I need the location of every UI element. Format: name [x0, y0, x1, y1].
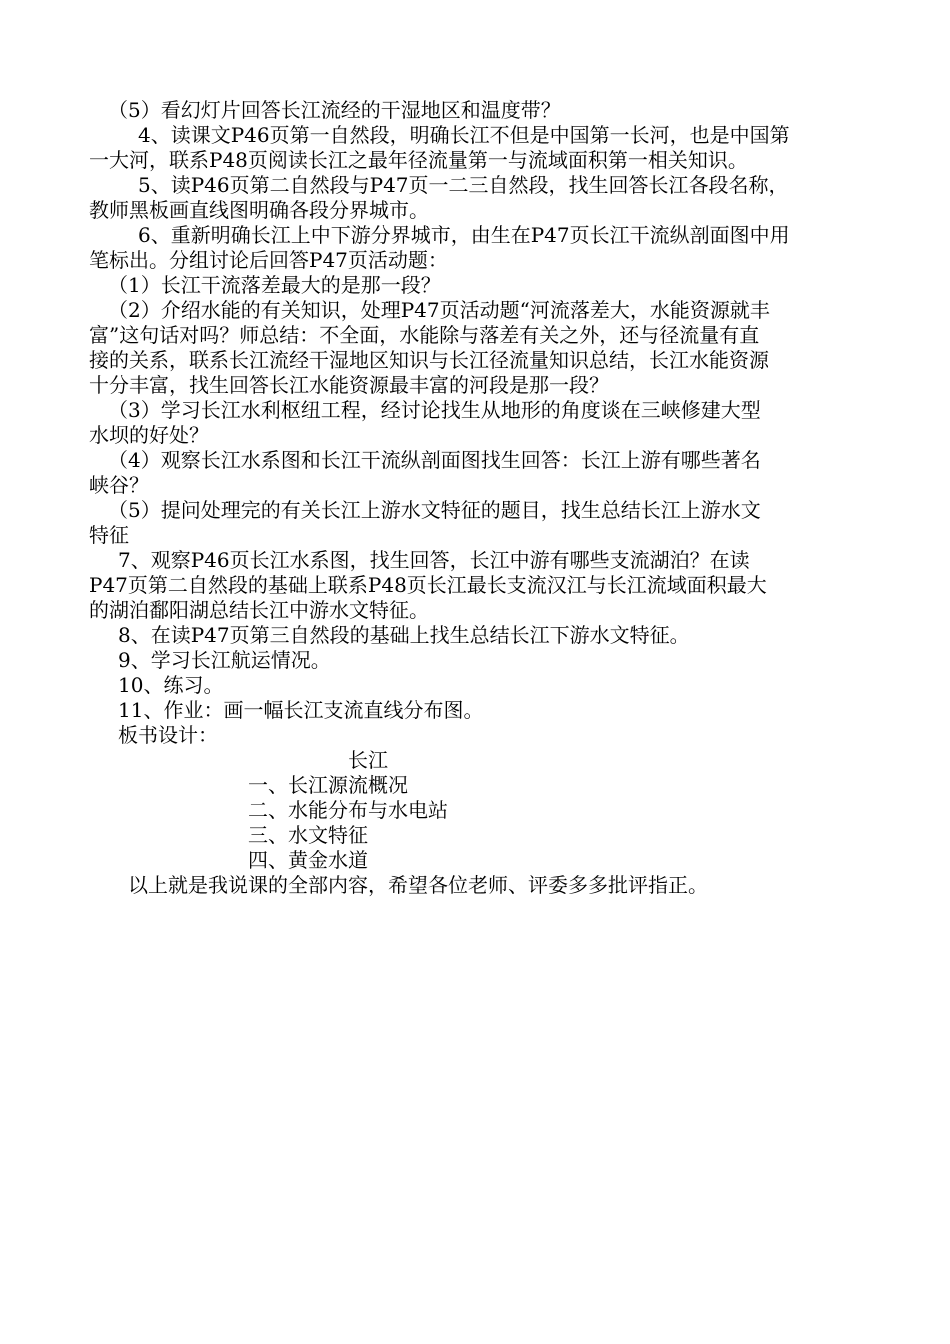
text-line: 教师黑板画直线图明确各段分界城市。	[89, 198, 429, 222]
text-line: （3）学习长江水利枢纽工程，经讨论找生从地形的角度谈在三峡修建大型	[108, 398, 761, 422]
text-line: 一大河，联系P48页阅读长江之最年径流量第一与流域面积第一相关知识。	[89, 148, 748, 172]
text-line: 富”这句话对吗？师总结：不全面，水能除与落差有关之外，还与径流量有直	[89, 323, 760, 347]
text-line: 7、观察P46页长江水系图，找生回答，长江中游有哪些支流湖泊？在读	[118, 548, 750, 572]
board-item: 二、水能分布与水电站	[248, 798, 448, 822]
text-line: 的湖泊鄱阳湖总结长江中游水文特征。	[89, 598, 429, 622]
text-line: 4、读课文P46页第一自然段，明确长江不但是中国第一长河，也是中国第	[138, 123, 790, 147]
text-line: 8、在读P47页第三自然段的基础上找生总结长江下游水文特征。	[118, 623, 690, 647]
board-item: 四、黄金水道	[248, 848, 368, 872]
board-item: 一、长江源流概况	[248, 773, 408, 797]
text-line: 6、重新明确长江上中下游分界城市，由生在P47页长江干流纵剖面图中用	[138, 223, 790, 247]
text-line: 板书设计：	[118, 723, 218, 747]
text-line: （5）提问处理完的有关长江上游水文特征的题目，找生总结长江上游水文	[108, 498, 761, 522]
text-line: 9、学习长江航运情况。	[118, 648, 331, 672]
text-line: 水坝的好处？	[89, 423, 209, 447]
board-title: 长江	[348, 748, 388, 772]
text-line: 十分丰富，找生回答长江水能资源最丰富的河段是那一段？	[89, 373, 609, 397]
text-line: （5）看幻灯片回答长江流经的干湿地区和温度带？	[108, 98, 561, 122]
text-line: （1）长江干流落差最大的是那一段？	[108, 273, 441, 297]
text-line: P47页第二自然段的基础上联系P48页长江最长支流汉江与长江流域面积最大	[89, 573, 767, 597]
text-line: 峡谷？	[89, 473, 149, 497]
board-item: 三、水文特征	[248, 823, 368, 847]
text-line: 特征	[89, 523, 129, 547]
text-line: （4）观察长江水系图和长江干流纵剖面图找生回答：长江上游有哪些著名	[108, 448, 761, 472]
text-line: 笔标出。分组讨论后回答P47页活动题：	[89, 248, 448, 272]
text-line: （2）介绍水能的有关知识，处理P47页活动题“河流落差大，水能资源就丰	[108, 298, 770, 322]
closing-line: 以上就是我说课的全部内容，希望各位老师、评委多多批评指正。	[128, 873, 708, 897]
text-line: 11、作业：画一幅长江支流直线分布图。	[118, 698, 484, 722]
text-line: 10、练习。	[118, 673, 224, 697]
text-line: 5、读P46页第二自然段与P47页一二三自然段，找生回答长江各段名称，	[138, 173, 789, 197]
text-line: 接的关系，联系长江流经干湿地区知识与长江径流量知识总结，长江水能资源	[89, 348, 769, 372]
